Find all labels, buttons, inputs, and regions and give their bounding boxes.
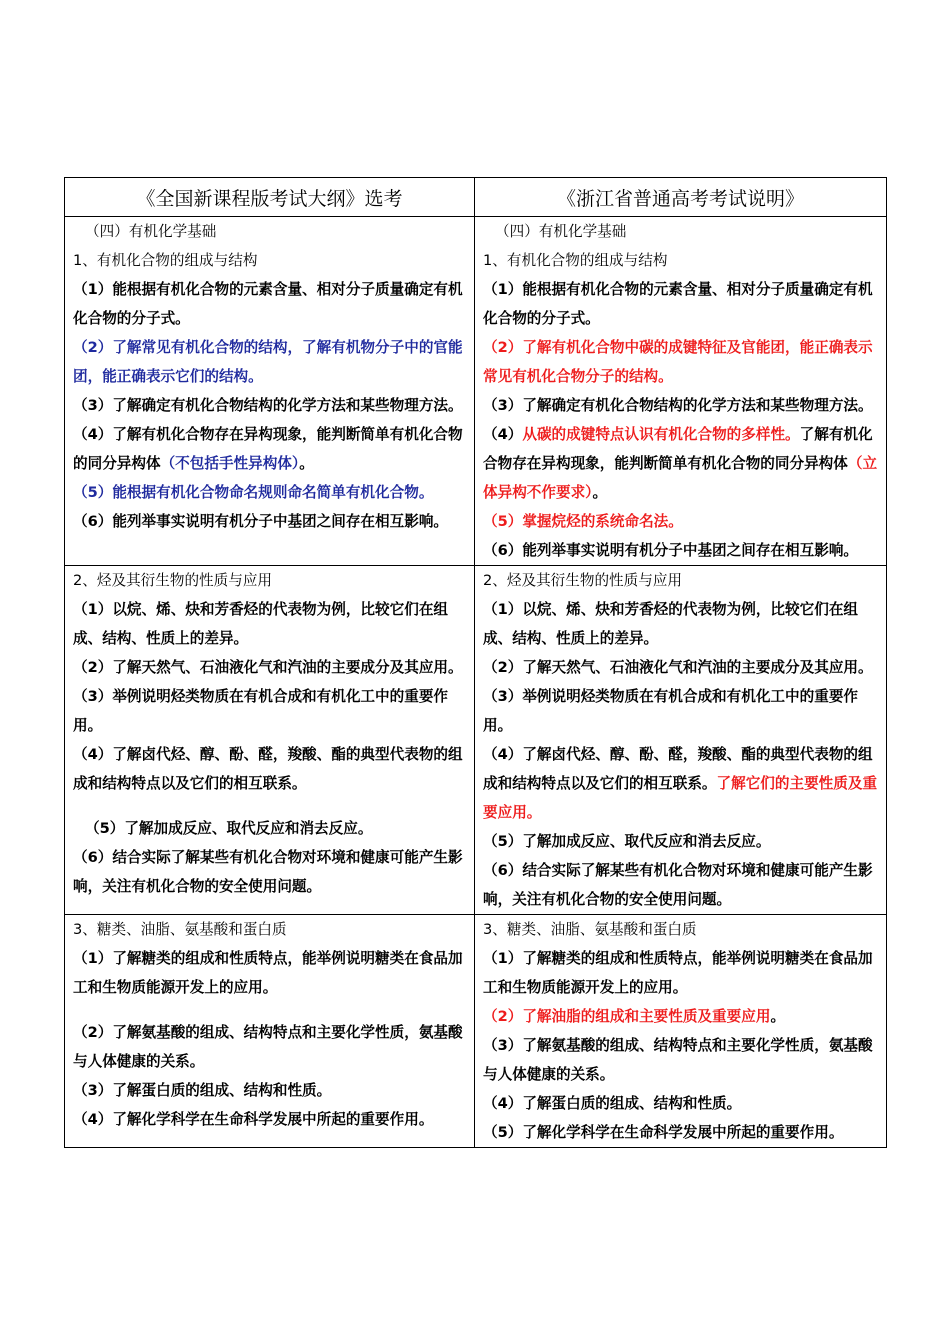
- cell-left: [65, 566, 475, 915]
- section-subtitle: 2、烃及其衍生物的性质与应用: [73, 572, 273, 589]
- item-text: （3）了解蛋白质的组成、结构和性质。: [73, 1082, 332, 1099]
- requirement-item: [483, 1002, 880, 1031]
- item-text: （4）了解有机化合物存在异构现象，能判断简单有机化合物的同分异构体: [73, 426, 463, 472]
- item-text: （2）了解常见有机化合物的结构，了解有机物分子中的官能团，能正确表示它们的结构。: [73, 339, 463, 385]
- item-text: （1）了解糖类的组成和性质特点，能举例说明糖类在食品加工和生物质能源开发上的应用。: [73, 950, 463, 996]
- item-text: （3）了解氨基酸的组成、结构特点和主要化学性质，氨基酸与人体健康的关系。: [483, 1037, 873, 1083]
- item-text: （3）举例说明烃类物质在有机合成和有机化工中的重要作用。: [73, 688, 449, 734]
- requirement-item: [73, 653, 468, 682]
- item-text: （6）结合实际了解某些有机化合物对环境和健康可能产生影响，关注有机化合物的安全使用问题。: [483, 862, 873, 908]
- item-text: （1）以烷、烯、炔和芳香烃的代表物为例，比较它们在组成、结构、性质上的差异。: [73, 601, 449, 647]
- spacer: [73, 1002, 468, 1018]
- item-text: （5）了解化学科学在生命科学发展中所起的重要作用。: [483, 1124, 844, 1141]
- requirement-item: [73, 1076, 468, 1105]
- requirement-item: [73, 333, 468, 391]
- requirement-item: [73, 275, 468, 333]
- cell-right: [475, 915, 887, 1148]
- section-row: [65, 217, 887, 566]
- requirement-item: [73, 1105, 468, 1134]
- comparison-table: [64, 177, 887, 1148]
- item-text: （2）了解有机化合物中碳的成键特征及官能团，能正确表示常见有机化合物分子的结构。: [483, 339, 873, 385]
- item-text: （4）了解蛋白质的组成、结构和性质。: [483, 1095, 742, 1112]
- item-text: 。: [770, 1008, 786, 1025]
- requirement-item: [73, 682, 468, 740]
- section-subtitle: 1、有机化合物的组成与结构: [73, 252, 258, 269]
- item-text: （6）能列举事实说明有机分子中基团之间存在相互影响。: [483, 542, 859, 559]
- requirement-item: [483, 1118, 880, 1147]
- requirement-item: [73, 944, 468, 1002]
- section-subtitle: 2、烃及其衍生物的性质与应用: [483, 572, 683, 589]
- requirement-item: [73, 595, 468, 653]
- item-text: （4）: [483, 426, 523, 443]
- item-text: 了解有机化合物存在异构现象，能判断简单有机化合物的同分异构体: [483, 426, 873, 472]
- requirement-item: [73, 1018, 468, 1076]
- requirement-item: [483, 653, 880, 682]
- item-text: （4）了解卤代烃、醇、酚、醛，羧酸、酯的典型代表物的组成和结构特点以及它们的相互联系。: [73, 746, 463, 792]
- item-text: （不包括手性异构体）: [160, 455, 300, 472]
- requirement-item: [483, 595, 880, 653]
- item-text: （2）了解天然气、石油液化气和汽油的主要成分及其应用。: [483, 659, 873, 676]
- requirement-item: [73, 420, 468, 478]
- item-text: （4）了解卤代烃、醇、酚、醛，羧酸、酯的典型代表物的组成和结构特点以及它们的相互联系。: [483, 746, 873, 792]
- item-text: （6）能列举事实说明有机分子中基团之间存在相互影响。: [73, 513, 449, 530]
- requirement-item: [483, 682, 880, 740]
- section-subtitle: 3、糖类、油脂、氨基酸和蛋白质: [73, 921, 287, 938]
- item-text: （1）以烷、烯、炔和芳香烃的代表物为例，比较它们在组成、结构、性质上的差异。: [483, 601, 859, 647]
- item-text: （5）了解加成反应、取代反应和消去反应。: [85, 820, 373, 837]
- item-text: （2）了解氨基酸的组成、结构特点和主要化学性质，氨基酸与人体健康的关系。: [73, 1024, 463, 1070]
- section-row: [65, 915, 887, 1148]
- requirement-item: [73, 740, 468, 798]
- requirement-item: [483, 507, 880, 536]
- header-row: [65, 178, 887, 217]
- section-subtitle: 1、有机化合物的组成与结构: [483, 252, 668, 269]
- item-text: （2）了解油脂的组成和主要性质及重要应用: [483, 1008, 771, 1025]
- spacer: [73, 798, 468, 814]
- cell-left: [65, 915, 475, 1148]
- requirement-item: [483, 536, 880, 565]
- requirement-item: [73, 814, 468, 843]
- item-text: （3）举例说明烃类物质在有机合成和有机化工中的重要作用。: [483, 688, 859, 734]
- requirement-item: [483, 1031, 880, 1089]
- requirement-item: [483, 856, 880, 914]
- item-text: 。: [592, 484, 608, 501]
- requirement-item: [483, 740, 880, 827]
- item-text: （3）了解确定有机化合物结构的化学方法和某些物理方法。: [73, 397, 463, 414]
- item-text: （5）了解加成反应、取代反应和消去反应。: [483, 833, 771, 850]
- item-text: （1）了解糖类的组成和性质特点，能举例说明糖类在食品加工和生物质能源开发上的应用。: [483, 950, 873, 996]
- requirement-item: [73, 507, 468, 536]
- cell-right: [475, 217, 887, 566]
- section-title: （四）有机化学基础: [495, 223, 627, 240]
- cell-right: [475, 566, 887, 915]
- requirement-item: [73, 843, 468, 901]
- requirement-item: [73, 478, 468, 507]
- item-text: （5）掌握烷烃的系统命名法。: [483, 513, 683, 530]
- item-text: （1）能根据有机化合物的元素含量、相对分子质量确定有机化合物的分子式。: [483, 281, 873, 327]
- header-right: 《浙江省普通高考考试说明》: [475, 178, 887, 217]
- item-text: （1）能根据有机化合物的元素含量、相对分子质量确定有机化合物的分子式。: [73, 281, 463, 327]
- section-row: [65, 566, 887, 915]
- section-title: （四）有机化学基础: [85, 223, 217, 240]
- requirement-item: [483, 420, 880, 507]
- requirement-item: [483, 275, 880, 333]
- header-left: 《全国新课程版考试大纲》选考: [65, 178, 475, 217]
- item-text: （立体异构不作要求）: [483, 455, 878, 501]
- requirement-item: [483, 1089, 880, 1118]
- item-text: 了解它们的主要性质及重要应用。: [483, 775, 878, 821]
- item-text: 。: [299, 455, 314, 472]
- item-text: （3）了解确定有机化合物结构的化学方法和某些物理方法。: [483, 397, 873, 414]
- requirement-item: [483, 391, 880, 420]
- item-text: 从碳的成键特点认识有机化合物的多样性。: [522, 426, 800, 443]
- item-text: （5）能根据有机化合物命名规则命名简单有机化合物。: [73, 484, 434, 501]
- item-text: （2）了解天然气、石油液化气和汽油的主要成分及其应用。: [73, 659, 463, 676]
- section-subtitle: 3、糖类、油脂、氨基酸和蛋白质: [483, 921, 697, 938]
- requirement-item: [483, 944, 880, 1002]
- item-text: （6）结合实际了解某些有机化合物对环境和健康可能产生影响，关注有机化合物的安全使用问题。: [73, 849, 463, 895]
- requirement-item: [483, 333, 880, 391]
- requirement-item: [483, 827, 880, 856]
- requirement-item: [73, 391, 468, 420]
- item-text: （4）了解化学科学在生命科学发展中所起的重要作用。: [73, 1111, 434, 1128]
- cell-left: [65, 217, 475, 566]
